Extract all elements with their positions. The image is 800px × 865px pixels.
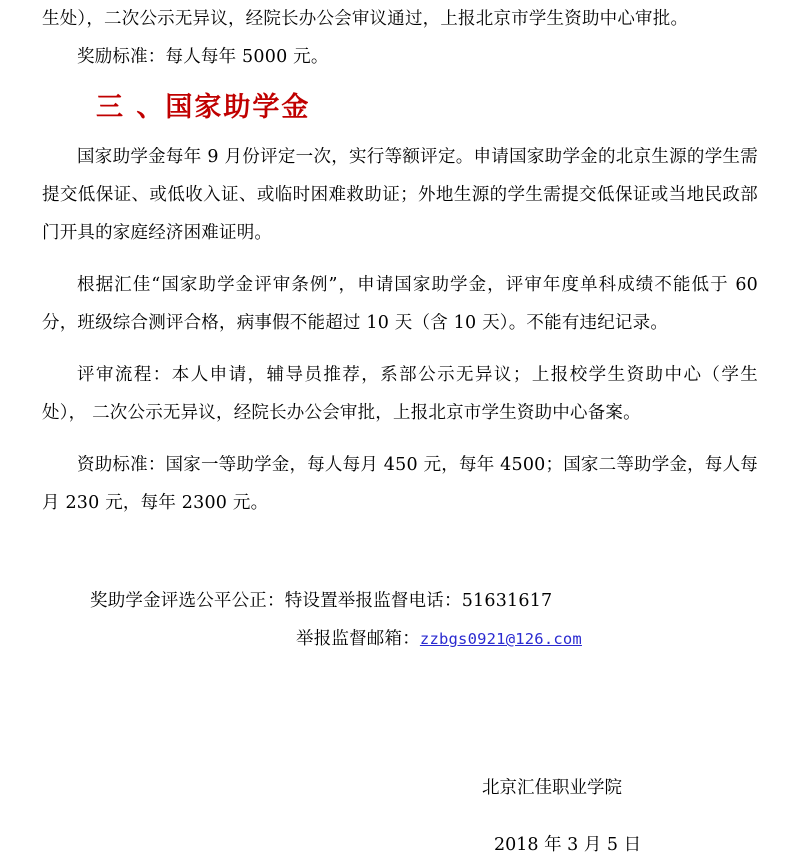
paragraph-grant-evaluation: 国家助学金每年 9 月份评定一次，实行等额评定。申请国家助学金的北京生源的学生需提交低保证、或低收入证、或临时困难救助证；外地生源的学生需提交低保证或当地民政部门开具的家庭经济困难证明。: [42, 147, 758, 243]
paragraph-top-continuation: 生处），二次公示无异议，经院长办公会审议通过，上报北京市学生资助中心审批。: [42, 9, 689, 29]
report-email-link[interactable]: zzbgs0921@126.com: [419, 630, 582, 648]
paragraph-grant-process: 评审流程：本人申请，辅导员推荐，系部公示无异议；上报校学生资助中心（学生处）， 二次公示无异议，经院长办公会审批，上报北京市学生资助中心备案。: [42, 365, 758, 423]
spacer: [42, 522, 758, 552]
spacer: [42, 252, 758, 266]
paragraph-grant-rules: 根据汇佳“国家助学金评审条例”，申请国家助学金，评审年度单科成绩不能低于 60 分，班级综合测评合格，病事假不能超过 10 天（含 10 天）。不能有违纪记录。: [42, 275, 758, 333]
signature-organization: 北京汇佳职业学院: [482, 777, 622, 798]
notice-hotline: 奖助学金评选公平公正：特设置举报监督电话：51631617: [90, 591, 553, 611]
notice-email-line: [42, 620, 758, 658]
spacer: [42, 658, 758, 750]
paragraph-award-standard: 奖励标准：每人每年 5000 元。: [77, 47, 329, 67]
spacer: [42, 342, 758, 356]
signature-date: 2018 年 3 月 5 日: [494, 835, 642, 855]
paragraph-grant-amount: 资助标准：国家一等助学金，每人每月 450 元，每年 4500；国家二等助学金，每人每月 230 元，每年 2300 元。: [42, 455, 758, 513]
spacer: [42, 432, 758, 446]
spacer: [42, 552, 758, 582]
section-heading-national-grant: 三 、国家助学金: [96, 92, 311, 123]
notice-email-label: 举报监督邮箱：: [296, 629, 420, 649]
